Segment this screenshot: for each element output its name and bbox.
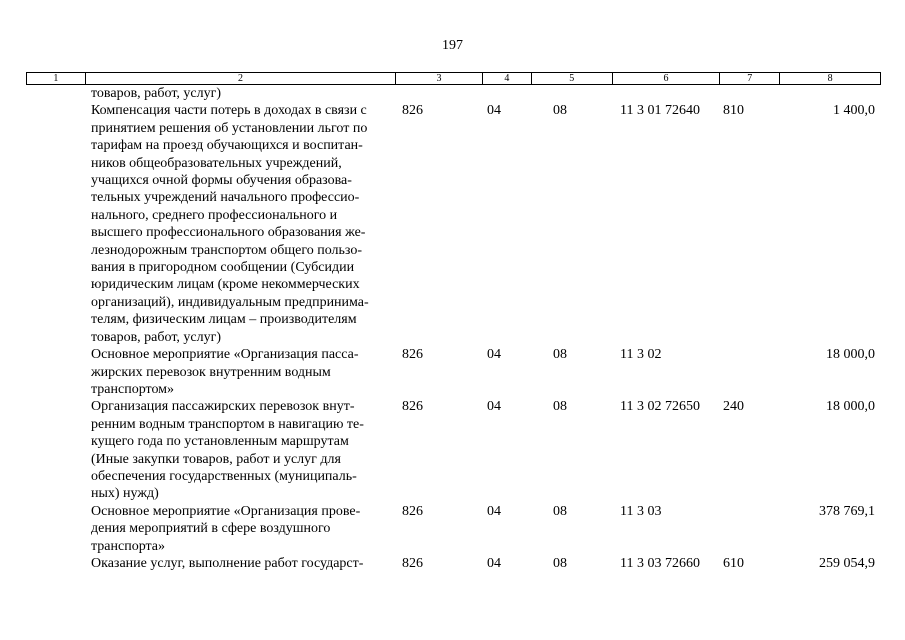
row-section-code: 04 bbox=[487, 503, 501, 519]
row-subsection-code: 08 bbox=[553, 503, 567, 519]
header-col-5: 5 bbox=[532, 73, 613, 84]
row-name: товаров, работ, услуг) bbox=[91, 86, 222, 101]
table-row bbox=[26, 398, 881, 502]
row-subsection-code: 08 bbox=[553, 103, 567, 119]
row-ministry-code: 826 bbox=[402, 399, 423, 415]
row-ministry-code: 826 bbox=[402, 503, 423, 519]
row-expense-type: 240 bbox=[723, 399, 744, 415]
row-col-1 bbox=[26, 102, 85, 346]
row-expense-type bbox=[721, 85, 781, 102]
row-ministry-code: 826 bbox=[402, 103, 423, 119]
header-col-4: 4 bbox=[483, 73, 532, 84]
header-col-8: 8 bbox=[827, 73, 833, 84]
table-row bbox=[26, 102, 881, 346]
table-row bbox=[26, 555, 881, 572]
header-col-1: 1 bbox=[27, 73, 86, 84]
row-col-1 bbox=[26, 555, 85, 572]
row-subsection-code: 08 bbox=[553, 399, 567, 415]
row-target-code: 11 3 02 72650 bbox=[620, 399, 700, 415]
row-col-1 bbox=[26, 503, 85, 555]
row-ministry-code bbox=[396, 85, 483, 102]
row-section-code: 04 bbox=[487, 103, 501, 119]
row-amount: 259 054,9 bbox=[819, 555, 875, 571]
row-name: Компенсация части потерь в доходах в связи с принятием решения об установлении льгот по тарифам на проезд обучающихся и воспитан- ников общеобразовательных учреждений, учащихся очной формы обучения образова- тельных учреждений начального профессио- нального, среднего профессионального и высшего профессионального образования же- лезнодорожным транспортом общего пользо- вания в пригородном сообщении (Субсидии юридическим лицам (кроме некоммерческих организаций), индивидуальным предпринима- телям, физическим лицам – производителям товаров, работ, услуг) bbox=[91, 103, 369, 345]
row-amount: 18 000,0 bbox=[826, 399, 875, 415]
table-row bbox=[26, 346, 881, 398]
row-subsection-code bbox=[532, 85, 613, 102]
row-name: Организация пассажирских перевозок внут- ренним водным транспортом в навигацию те- кущего года по установленным маршрутам (Иные закупки товаров, работ и услуг для обеспечения государственных (муниципаль- ных) нужд) bbox=[91, 399, 364, 502]
row-col-1 bbox=[26, 398, 85, 502]
row-section-code: 04 bbox=[487, 555, 501, 571]
row-amount: 1 400,0 bbox=[833, 103, 875, 119]
row-expense-type bbox=[721, 503, 781, 555]
row-col-1 bbox=[26, 346, 85, 398]
row-col-1 bbox=[26, 85, 85, 102]
row-target-code: 11 3 01 72640 bbox=[620, 103, 700, 119]
row-subsection-code: 08 bbox=[553, 347, 567, 363]
row-expense-type: 610 bbox=[723, 555, 744, 571]
row-amount bbox=[781, 85, 881, 102]
row-subsection-code: 08 bbox=[553, 555, 567, 571]
row-ministry-code: 826 bbox=[402, 347, 423, 363]
header-col-3: 3 bbox=[396, 73, 483, 84]
header-col-7: 7 bbox=[720, 73, 780, 84]
row-section-code: 04 bbox=[487, 347, 501, 363]
row-ministry-code: 826 bbox=[402, 555, 423, 571]
table-header-row bbox=[26, 72, 881, 85]
row-name: Оказание услуг, выполнение работ государст- bbox=[91, 555, 364, 571]
row-expense-type: 810 bbox=[723, 103, 744, 119]
budget-table bbox=[26, 72, 881, 572]
page-number: 197 bbox=[442, 38, 463, 53]
row-amount: 18 000,0 bbox=[826, 347, 875, 363]
row-target-code: 11 3 03 bbox=[620, 503, 662, 519]
row-target-code: 11 3 03 72660 bbox=[620, 555, 700, 571]
row-expense-type bbox=[721, 346, 781, 398]
row-name: Основное мероприятие «Организация пасса- жирских перевозок внутренним водным транспортом» bbox=[91, 347, 359, 397]
row-section-code bbox=[483, 85, 532, 102]
header-col-6: 6 bbox=[613, 73, 721, 84]
table-row bbox=[26, 85, 881, 102]
row-target-code: 11 3 02 bbox=[620, 347, 662, 363]
row-name: Основное мероприятие «Организация прове- дения мероприятий в сфере воздушного транспорта» bbox=[91, 503, 361, 554]
row-section-code: 04 bbox=[487, 399, 501, 415]
row-amount: 378 769,1 bbox=[819, 503, 875, 519]
row-target-code bbox=[613, 85, 721, 102]
header-col-2: 2 bbox=[86, 73, 396, 84]
table-row bbox=[26, 503, 881, 555]
